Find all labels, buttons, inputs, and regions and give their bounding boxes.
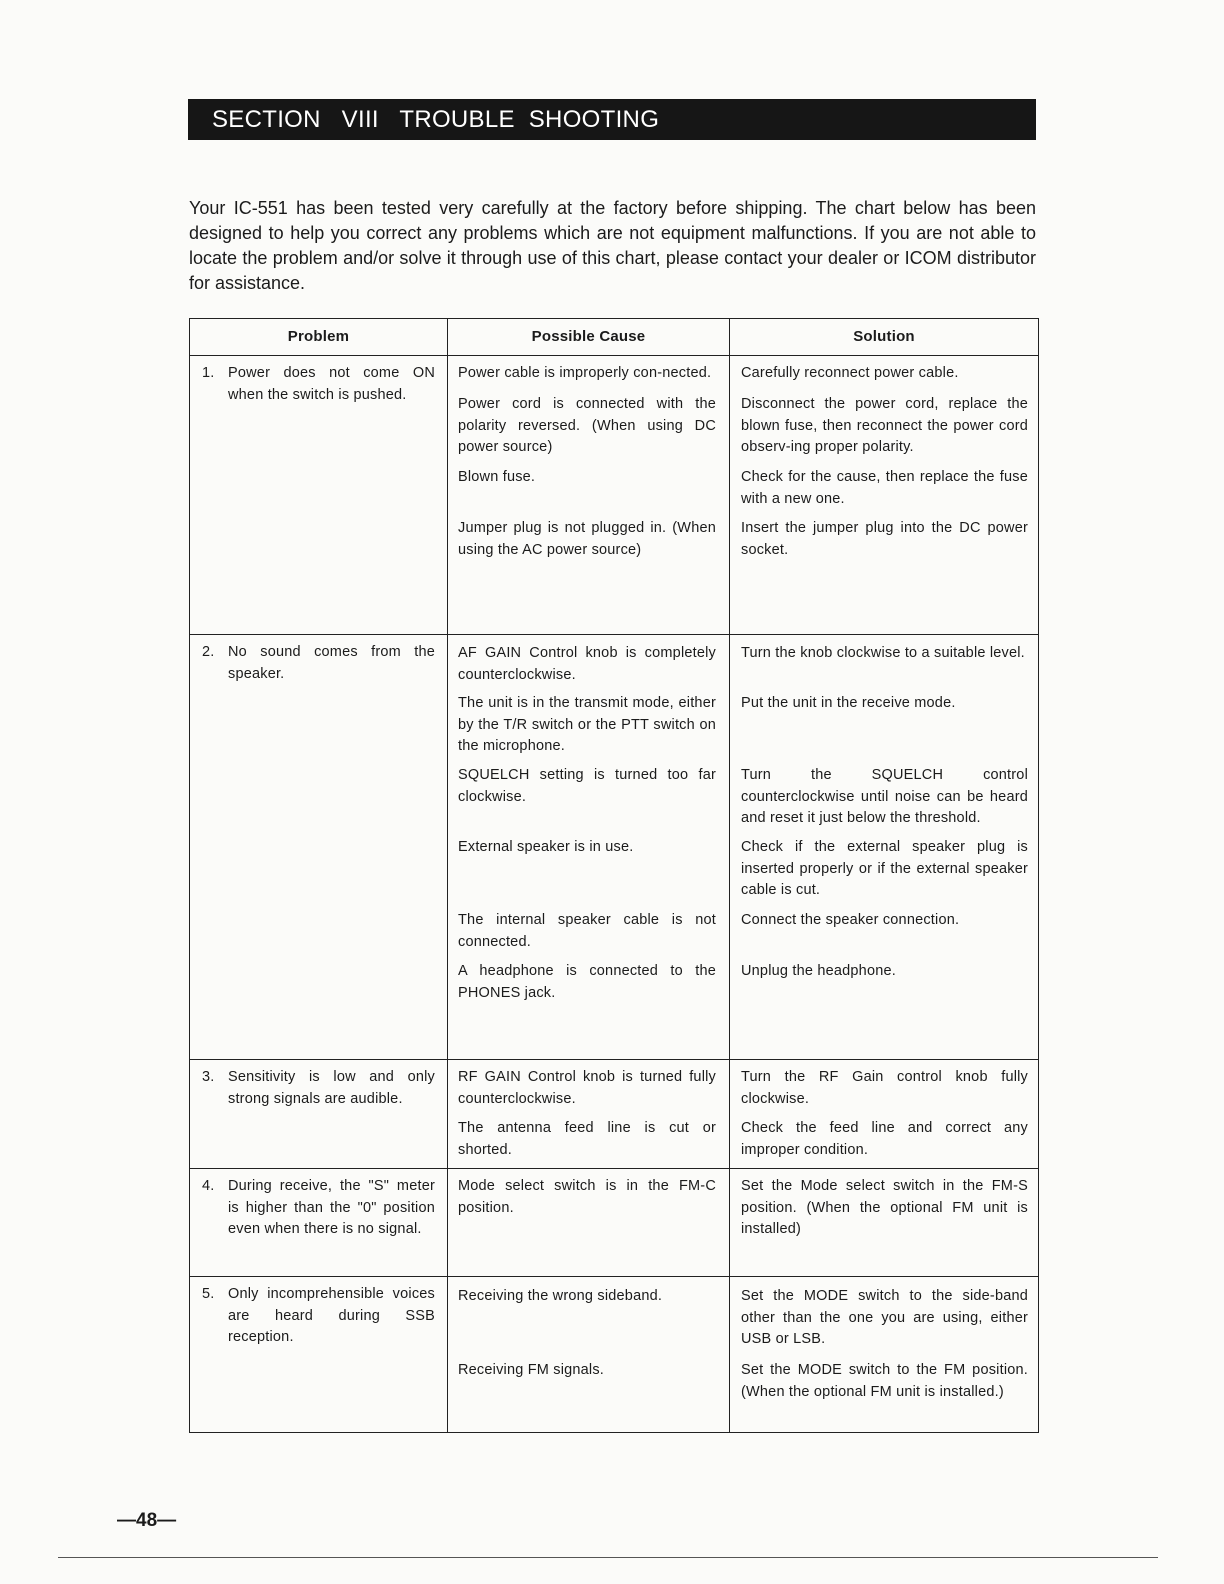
solution: Check for the cause, then replace the fuse with a new one.: [741, 469, 1028, 507]
problem-text: Sensitivity is low and only strong signals are audible.: [228, 1069, 435, 1107]
problem-cell: [190, 1169, 448, 1277]
problem-cell: [190, 1060, 448, 1169]
possible-cause: RF GAIN Control knob is turned fully counterclockwise.: [458, 1069, 716, 1107]
intro-paragraph: Your IC-551 has been tested very carefully at the factory before shipping. The chart below has been designed to help you correct any problems which are not equipment malfunctions. If you are not able to locate the problem and/or solve it through use of this chart, please contact your dealer or ICOM distributor for assistance.: [189, 198, 1036, 293]
possible-cause: The unit is in the transmit mode, either by the T/R switch or the PTT switch on the microphone.: [458, 695, 716, 754]
problem-text: Only incomprehensible voices are heard during SSB reception.: [228, 1286, 435, 1345]
possible-cause: Power cable is improperly con-nected.: [458, 365, 712, 381]
solution: Disconnect the power cord, replace the blown fuse, then reconnect the power cord observ-ing proper polarity.: [741, 396, 1028, 455]
bottom-rule: [58, 1557, 1158, 1558]
solution: Put the unit in the receive mode.: [741, 695, 956, 711]
table-row: [190, 1169, 1039, 1277]
solution: Turn the RF Gain control knob fully clockwise.: [741, 1069, 1028, 1107]
solution: Carefully reconnect power cable.: [741, 365, 959, 381]
possible-cause: Mode select switch is in the FM-C position.: [458, 1178, 716, 1216]
table-row: [190, 1060, 1039, 1169]
header-problem: Problem: [190, 319, 448, 356]
possible-cause: AF GAIN Control knob is completely counterclockwise.: [458, 645, 716, 683]
problem-number: 5.: [202, 1286, 215, 1302]
solution: Check the feed line and correct any improper condition.: [741, 1120, 1028, 1158]
solution: Connect the speaker connection.: [741, 912, 960, 928]
possible-cause: Receiving the wrong sideband.: [458, 1288, 663, 1304]
possible-cause: Receiving FM signals.: [458, 1362, 605, 1378]
cause-solution-cell: [448, 635, 1039, 1060]
possible-cause: Jumper plug is not plugged in. (When using the AC power source): [458, 520, 716, 558]
cause-solution-cell: [448, 1060, 1039, 1169]
section-title: SECTION VIII TROUBLE SHOOTING: [188, 99, 1036, 140]
problem-number: 4.: [202, 1178, 215, 1194]
problem-number: 2.: [202, 644, 215, 660]
table-header-row: [190, 319, 1039, 356]
possible-cause: Power cord is connected with the polarity reversed. (When using DC power source): [458, 396, 716, 455]
cause-solution-cell: [448, 356, 1039, 635]
possible-cause: The internal speaker cable is not connected.: [458, 912, 716, 950]
header-cause: Possible Cause: [448, 319, 730, 356]
solution: Turn the knob clockwise to a suitable level.: [741, 645, 1025, 661]
problem-text: During receive, the "S" meter is higher than the "0" position even when there is no signal.: [228, 1178, 435, 1237]
table-row: [190, 356, 1039, 635]
possible-cause: External speaker is in use.: [458, 839, 634, 855]
troubleshooting-table: [189, 318, 1039, 1433]
problem-number: 3.: [202, 1069, 215, 1085]
problem-text: No sound comes from the speaker.: [228, 644, 435, 682]
solution: Set the MODE switch to the side-band other than the one you are using, either USB or LSB.: [741, 1288, 1028, 1347]
solution: Unplug the headphone.: [741, 963, 896, 979]
possible-cause: A headphone is connected to the PHONES jack.: [458, 963, 716, 1001]
table-row: [190, 1277, 1039, 1433]
solution: Set the MODE switch to the FM position. (When the optional FM unit is installed.): [741, 1362, 1028, 1400]
problem-cell: [190, 1277, 448, 1433]
page-number: —48—: [117, 1510, 177, 1531]
problem-text: Power does not come ON when the switch is pushed.: [228, 365, 435, 403]
problem-number: 1.: [202, 365, 215, 381]
solution: Turn the SQUELCH control counterclockwise until noise can be heard and reset it just below the threshold.: [741, 767, 1028, 826]
possible-cause: The antenna feed line is cut or shorted.: [458, 1120, 716, 1158]
problem-cell: [190, 356, 448, 635]
table-row: [190, 635, 1039, 1060]
solution: Set the Mode select switch in the FM-S position. (When the optional FM unit is installed): [741, 1178, 1028, 1237]
cause-solution-cell: [448, 1277, 1039, 1433]
solution: Insert the jumper plug into the DC power socket.: [741, 520, 1028, 558]
possible-cause: Blown fuse.: [458, 469, 536, 485]
solution: Check if the external speaker plug is inserted properly or if the external speaker cable is cut.: [741, 839, 1028, 898]
cause-solution-cell: [448, 1169, 1039, 1277]
possible-cause: SQUELCH setting is turned too far clockwise.: [458, 767, 716, 805]
header-solution: Solution: [730, 319, 1039, 356]
problem-cell: [190, 635, 448, 1060]
